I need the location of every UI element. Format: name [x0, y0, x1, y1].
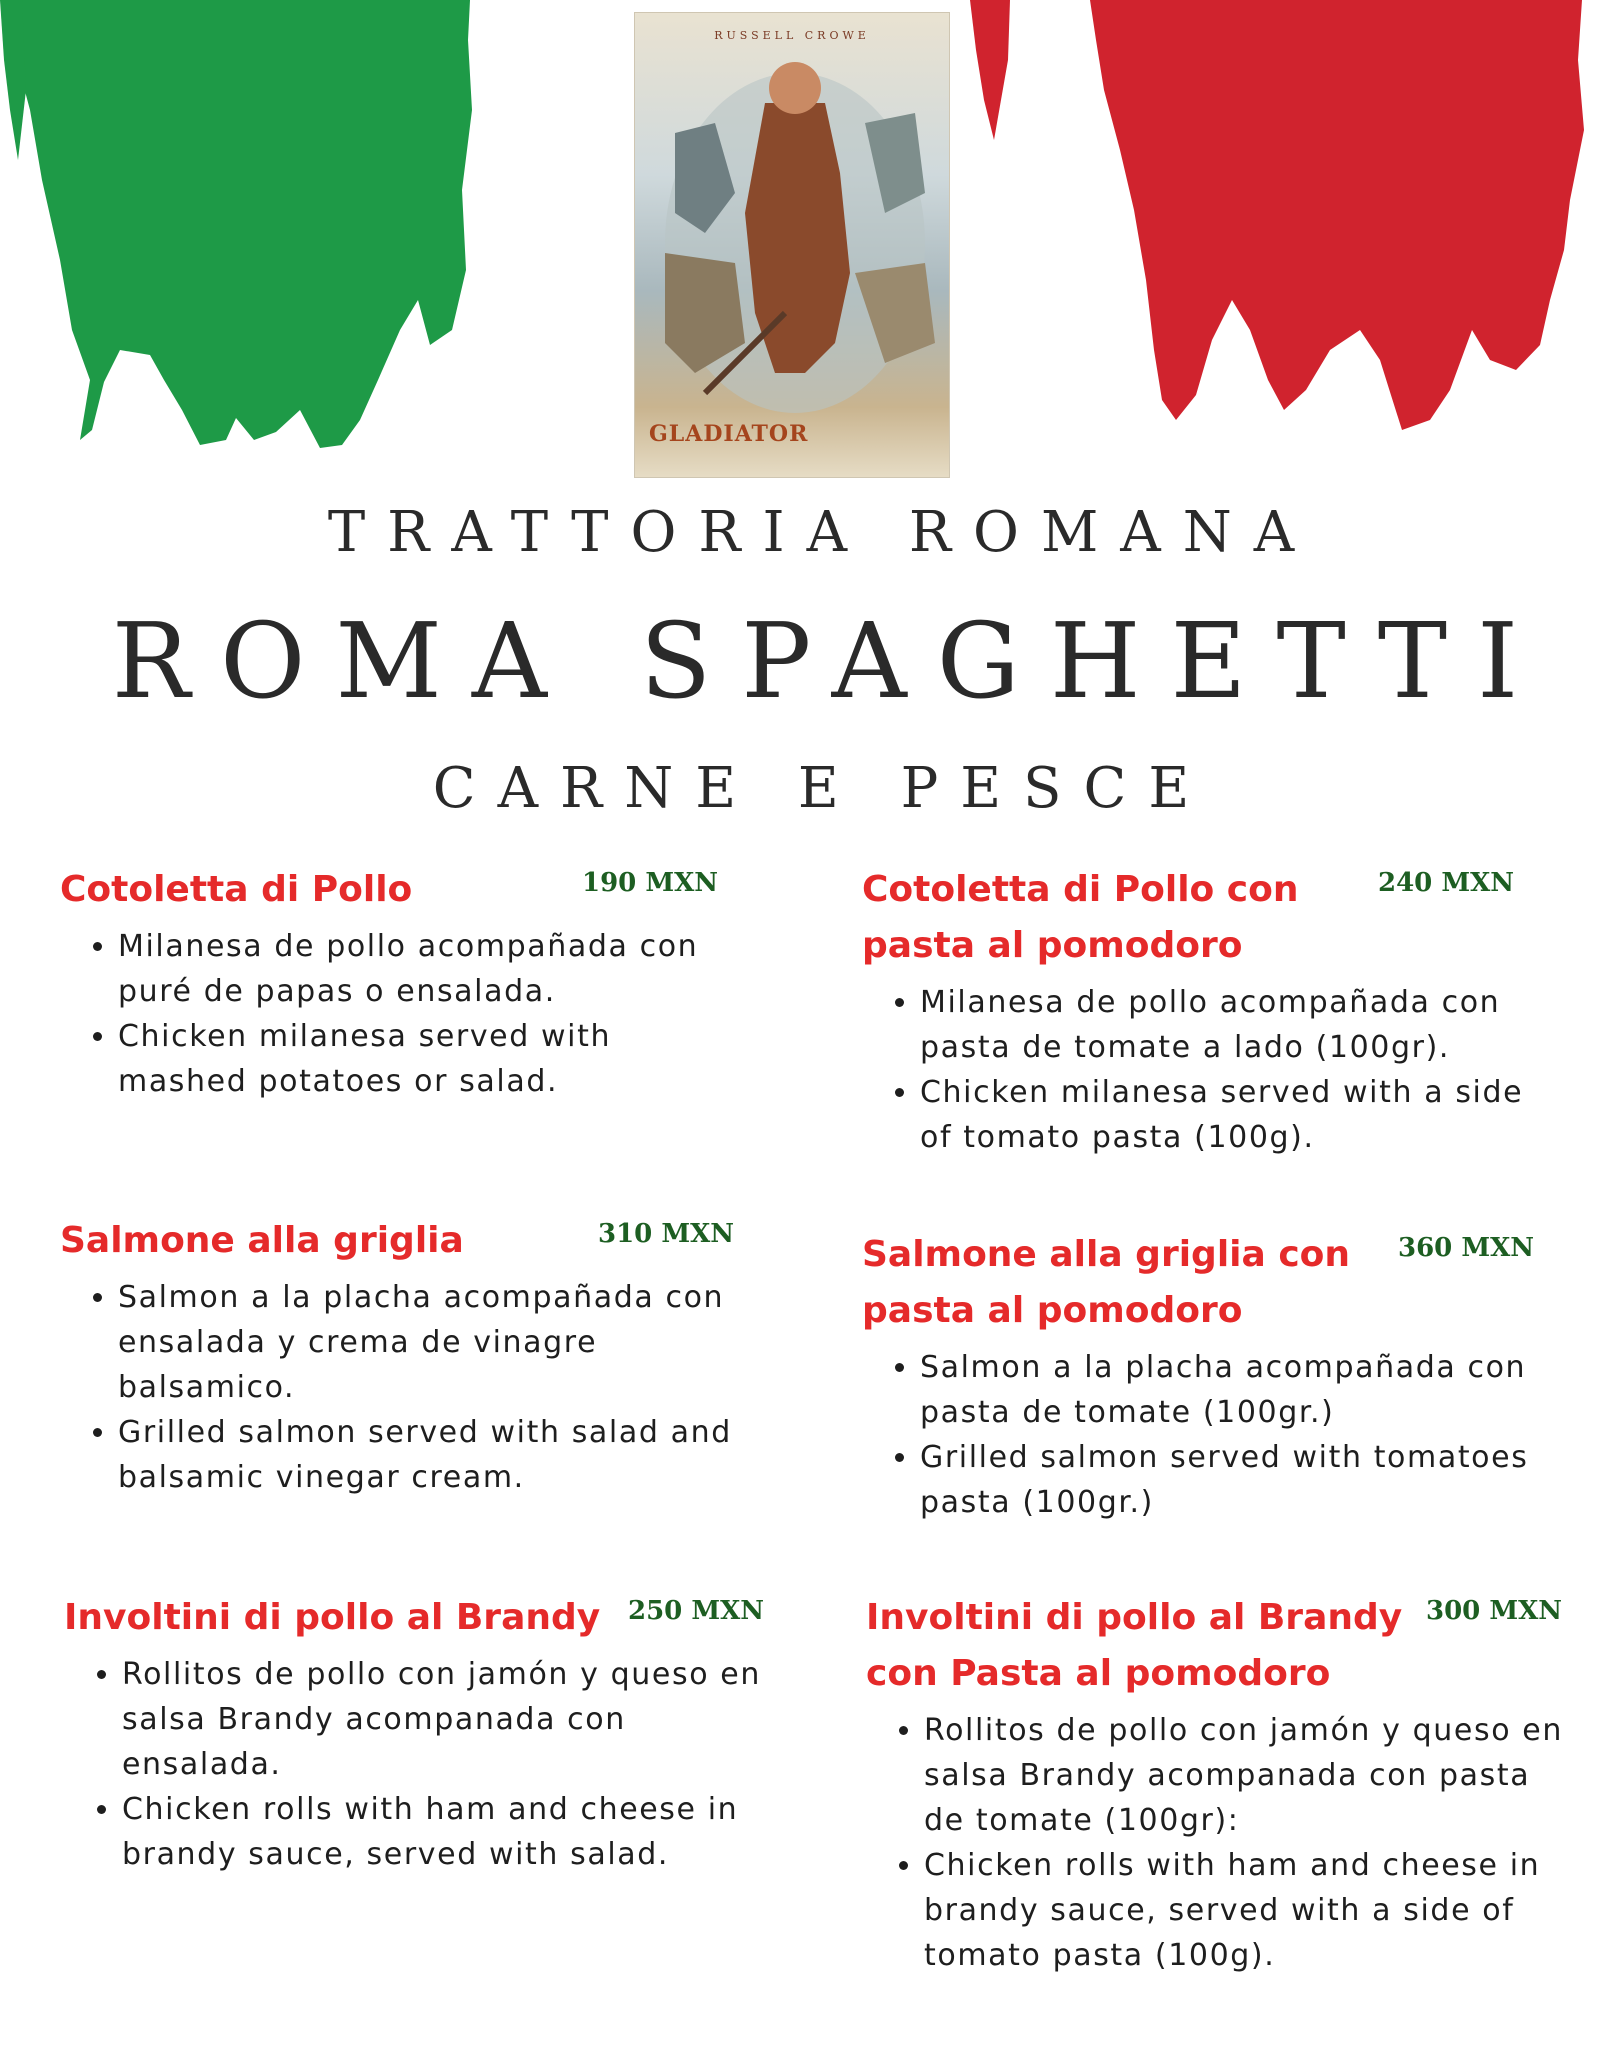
dish-name: Salmone alla griglia: [60, 1220, 464, 1261]
description-es: • Rollitos de pollo con jamón y queso en salsa Brandy acompanada con pasta de tomate (100gr):: [924, 1708, 1566, 1843]
description-es: • Milanesa de pollo acompañada con puré de papas o ensalada.: [118, 924, 740, 1014]
green-stroke-shape: [14, 0, 472, 448]
dish-name: Involtini di pollo al Brandy con Pasta al pomodoro: [866, 1597, 1403, 1694]
menu-item: [60, 862, 740, 1104]
poster-artwork: [635, 13, 949, 477]
description-en: • Chicken rolls with ham and cheese in brandy sauce, served with a side of tomato pasta (100g).: [924, 1843, 1566, 1978]
dish-header: [60, 862, 740, 918]
dish-description: [60, 1275, 760, 1500]
green-paint-stroke: [0, 0, 500, 470]
red-paint-stroke: [950, 0, 1600, 440]
dish-name: Salmone alla griglia con pasta al pomodoro: [862, 1234, 1351, 1331]
description-en: • Grilled salmon served with tomatoes pasta (100gr.): [920, 1435, 1542, 1525]
dish-header: [862, 862, 1542, 974]
dish-price: 310 MXN: [598, 1219, 735, 1249]
dish-price: 250 MXN: [628, 1596, 765, 1626]
menu-item: [862, 862, 1542, 1160]
green-stroke-edge: [0, 0, 26, 160]
description-es: • Rollitos de pollo con jamón y queso en salsa Brandy acompanada con ensalada.: [122, 1652, 784, 1787]
description-en: • Chicken rolls with ham and cheese in brandy sauce, served with salad.: [122, 1787, 784, 1877]
dish-header: [60, 1213, 760, 1269]
dish-name: Involtini di pollo al Brandy: [64, 1597, 601, 1638]
dish-description: [64, 1652, 784, 1877]
red-stroke-edge: [970, 0, 1010, 140]
dish-description: [862, 980, 1542, 1160]
description-en: • Chicken milanesa served with mashed potatoes or salad.: [118, 1014, 740, 1104]
description-es: • Milanesa de pollo acompañada con pasta de tomate a lado (100gr).: [920, 980, 1542, 1070]
restaurant-type: TRATTORIA ROMANA: [327, 500, 1317, 565]
description-en: • Chicken milanesa served with a side of tomato pasta (100g).: [920, 1070, 1542, 1160]
dish-header: [64, 1590, 784, 1646]
menu-item: [60, 1213, 760, 1500]
red-stroke-shape: [1090, 0, 1584, 430]
description-en: • Grilled salmon served with salad and balsamic vinegar cream.: [118, 1410, 760, 1500]
dish-description: [862, 1345, 1542, 1525]
gladiator-poster: [634, 12, 950, 478]
dish-header: [862, 1227, 1542, 1339]
dish-name: Cotoletta di Pollo con pasta al pomodoro: [862, 869, 1299, 966]
dish-price: 300 MXN: [1426, 1596, 1563, 1626]
dish-description: [60, 924, 740, 1104]
section-title: CARNE E PESCE: [432, 756, 1212, 821]
dish-name: Cotoletta di Pollo: [60, 869, 413, 910]
dish-price: 190 MXN: [582, 868, 719, 898]
menu-item: [862, 1227, 1542, 1525]
poster-credit: RUSSELL CROWE: [714, 29, 870, 42]
menu-item: [866, 1590, 1566, 1978]
poster-title: GLADIATOR: [649, 421, 809, 447]
dish-description: [866, 1708, 1566, 1978]
dish-header: [866, 1590, 1566, 1702]
description-es: • Salmon a la placha acompañada con ensalada y crema de vinagre balsamico.: [118, 1275, 760, 1410]
menu-item: [64, 1590, 784, 1877]
dish-price: 240 MXN: [1378, 868, 1515, 898]
dish-price: 360 MXN: [1398, 1233, 1535, 1263]
restaurant-name: ROMA SPAGHETTI: [111, 600, 1549, 722]
description-es: • Salmon a la placha acompañada con pasta de tomate (100gr.): [920, 1345, 1542, 1435]
